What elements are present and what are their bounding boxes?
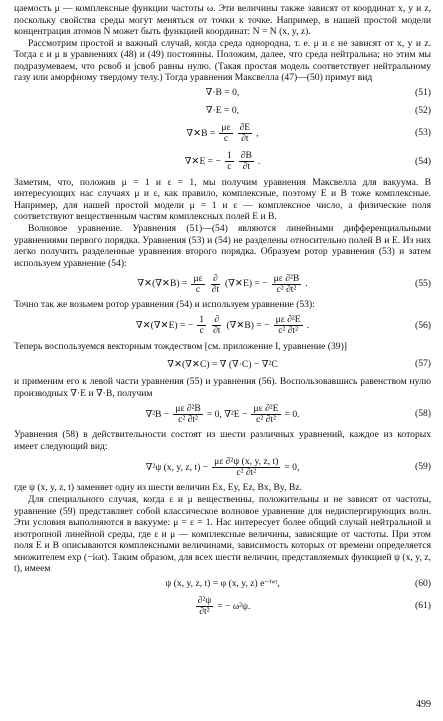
equation-number: (61) xyxy=(415,600,431,612)
equation-number: (51) xyxy=(415,87,431,99)
paragraph: Рассмотрим простой и важный случай, когда среда однородна, т. е. μ и ε не зависят от x, y и z. Тогда ε и μ в уравнениях (48) и (49) постоянны. Положим, далее, что среда нейтральна; но этим мы подразумеваем, что ρсвоб и jсвоб равны нулю. (Такая простая модель соответствует нейтральному газу или аморфному твердому телу.) Тогда уравнения Максвелла (47)—(50) примут вид xyxy=(14,37,431,84)
paragraph: Теперь воспользуемся векторным тождеством [см. приложение I, уравнение (39)] xyxy=(14,340,347,352)
paragraph: Волновое уравнение. Уравнения (51)—(54) являются линейными дифференциальными уравнениями первого порядка. Уравнения (53) и (54) не разделены относительно полей B и E. Из них легко получить разделенные уравнения второго порядка. Образуем ротор уравнения (53) и затем используем уравнение (54): xyxy=(14,223,431,269)
equation-54: ∇✕E = − $\frac{1}{c}$ $\frac{\partial B}{\partial t}$ . (54) xyxy=(184,150,431,173)
equation-number: (53) xyxy=(415,127,431,139)
paragraph: Точно так же возьмем ротор уравнения (54) и используем уравнение (53): xyxy=(14,299,315,311)
paragraph: Уравнения (58) в действительности состоят из шести различных уравнений, каждое из которых имеет следующий вид: xyxy=(14,429,431,452)
equation-number: (60) xyxy=(415,578,431,590)
equation-number: (59) xyxy=(415,461,431,473)
equation-55: ∇✕(∇✕B) = $\frac{\mu\varepsilon}{c}$ $\frac{\partial}{\partial t}$ (∇✕E) = − $\frac{\text{με ∂²B}}{\text{c² ∂t²}}$ . (55) xyxy=(137,272,431,295)
equation-number: (58) xyxy=(415,408,431,420)
equation-number: (52) xyxy=(415,105,431,117)
equation-61: $\frac{\text{∂²ψ}}{\text{∂t²}}$ = − ω²ψ. (61) xyxy=(197,594,431,617)
equation-51: ∇·B = 0, (51) xyxy=(205,87,431,99)
page-number: 499 xyxy=(416,699,431,711)
equation-60: ψ (x, y, z, t) = φ (x, y, z) e⁻ⁱʷᵗ, (60) xyxy=(165,578,431,590)
equation-52: ∇·E = 0, (52) xyxy=(205,105,431,117)
equation-number: (56) xyxy=(415,319,431,331)
equation-number: (54) xyxy=(415,156,431,168)
equation-56: ∇✕(∇✕E) = − $\frac{1}{c}$ $\frac{\partial}{\partial t}$ (∇✕B) = − $\frac{\text{με ∂²E}}{\text{c² ∂t²}}$ . (56) xyxy=(135,314,431,337)
paragraph: цаемость μ — комплексные функции частоты ω. Эти величины также зависят от координат x, y и z, поскольку свойства среды могут меняться от точки к точке. Например, в нашей простой модели концентрация атомов N может быть функцией координат: N = N (x, y, z). xyxy=(14,3,431,38)
paragraph: Заметим, что, положив μ = 1 и ε = 1, мы получим уравнения Максвелла для вакуума. В интересующих нас случаях μ и ε, как правило, комплексные, поэтому E и B тоже комплексные. Например, для нашей простой модели μ = 1 и ε — комплексное число, а физические поля соответствуют вещественным частям комплексных полей E и B. xyxy=(14,176,431,223)
paragraph: где ψ (x, y, z, t) заменяет одну из шести величин Ex, Ey, Ez, Bx, By, Bz. xyxy=(14,482,302,494)
equation-58: ∇²B − $\frac{\text{με ∂²B}}{\text{c² ∂t²}}$ = 0, ∇²E − $\frac{\text{με ∂²E}}{\text{c² ∂t²}}$ = 0. (58) xyxy=(145,402,431,425)
equation-59: ∇²ψ (x, y, z, t) − $\frac{\text{με ∂²ψ (x, y, z, t)}}{\text{c² ∂t²}}$ = 0, (59) xyxy=(145,455,431,478)
paragraph: Для специального случая, когда ε и μ вещественны, положительны и не зависят от частоты, уравнение (59) представляет собой классическое волновое уравнение для недиспергирующих волн. Эти условия выполняются в вакууме: μ = ε = 1. Нас интересует более общий случай нейтральной и изотропной линейной среды, где ε и μ — комплексные величины, зависящие от частоты. При этом поля E и B описываются комплексными величинами, зависимость которых от времени определяется множителем exp (−iωt). Таким образом, для всех шести величин, представляемых функцией ψ (x, y, z, t), имеем xyxy=(14,494,431,575)
equation-57: ∇✕(∇✕C) = ∇ (∇·C) − ∇²C (57) xyxy=(167,358,431,370)
equation-53: ∇✕B = $\frac{\mu\varepsilon}{c}$ $\frac{\partial E}{\partial t}$ , (53) xyxy=(186,121,431,144)
equation-number: (55) xyxy=(415,278,431,290)
paragraph: и применим его к левой части уравнения (55) и уравнения (56). Воспользовавшись равенством нулю производных ∇·E и ∇·B, получим xyxy=(14,376,431,399)
equation-number: (57) xyxy=(415,358,431,370)
